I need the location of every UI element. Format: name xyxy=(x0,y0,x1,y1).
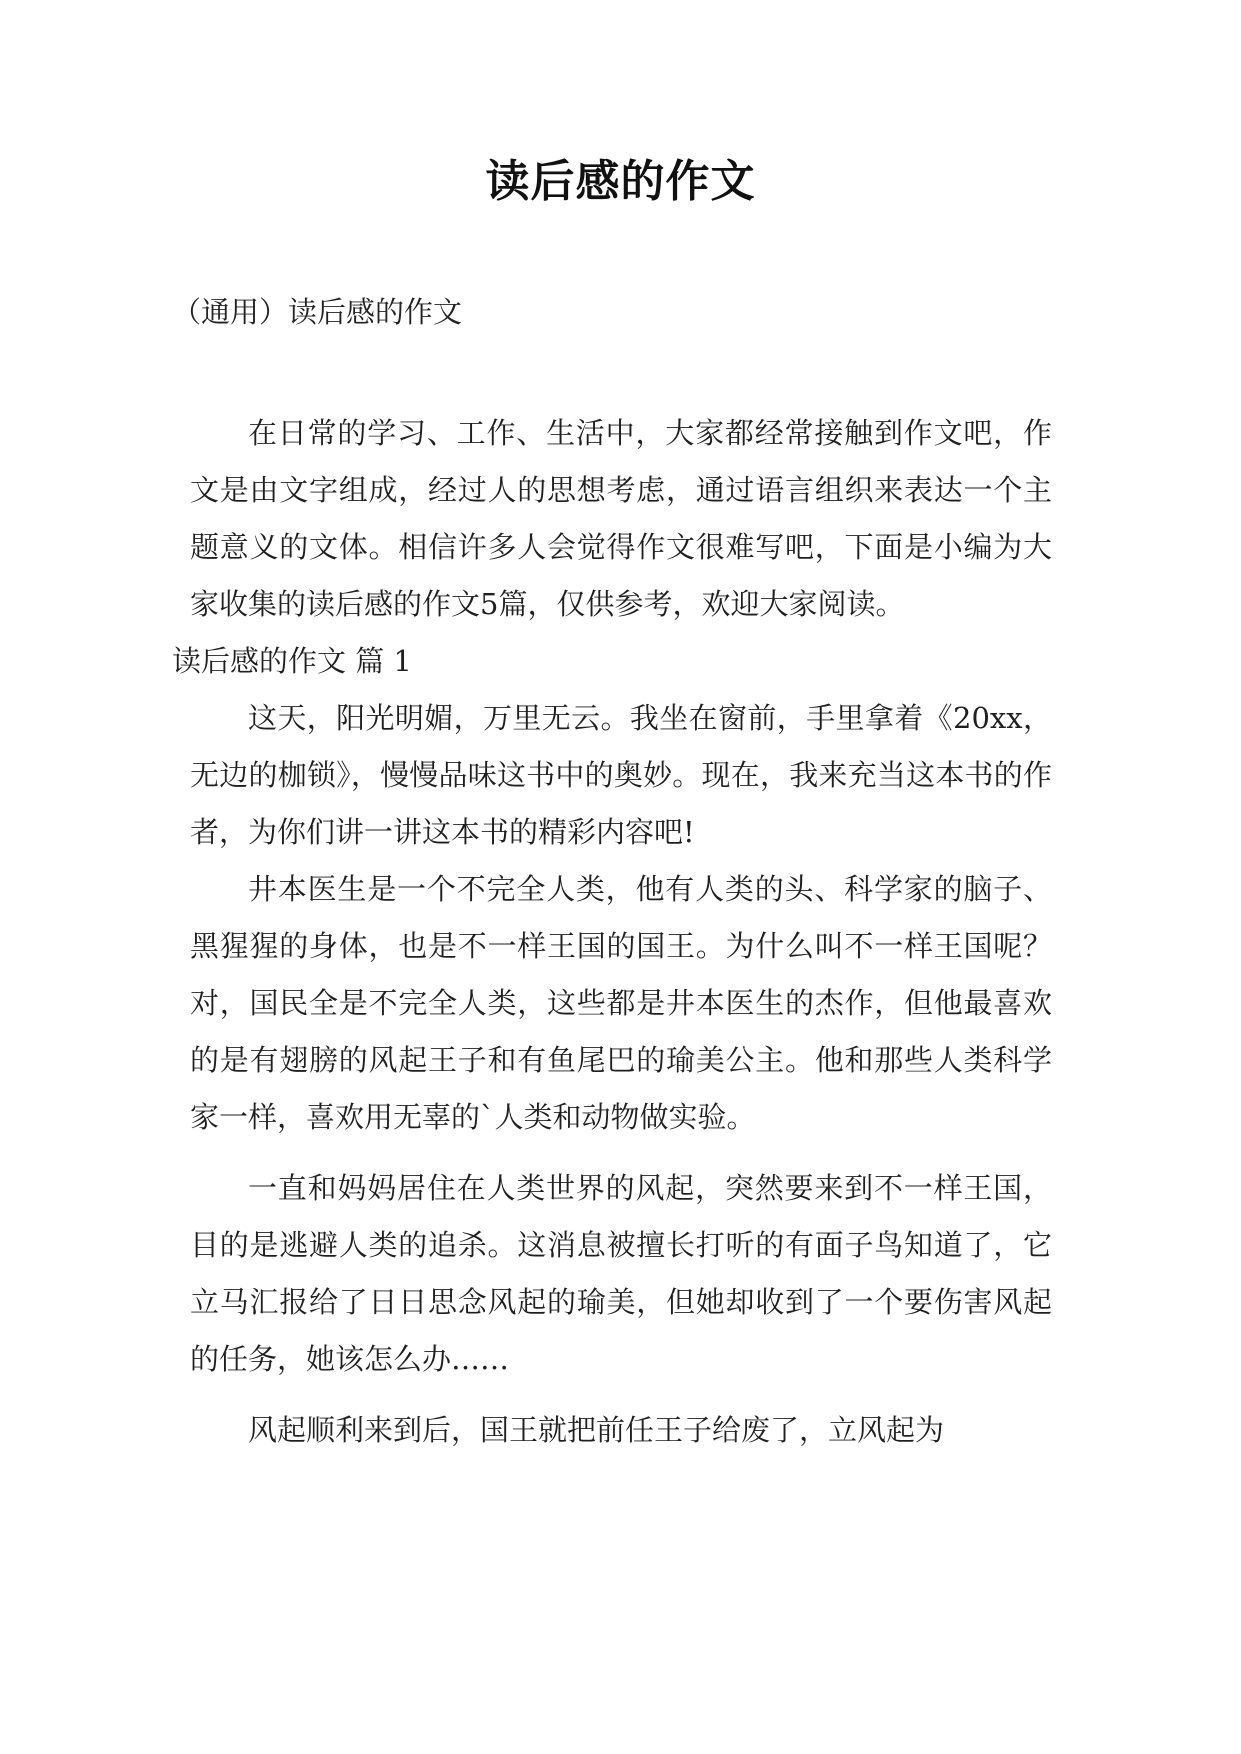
body-paragraph: 风起顺利来到后，国王就把前任王子给废了，立风起为 xyxy=(248,1413,945,1447)
document-body xyxy=(172,405,1052,1459)
section-heading: 读后感的作文 篇 1 xyxy=(172,644,412,678)
document-title: 读后感的作文 xyxy=(485,156,756,207)
intro-paragraph: 在日常的学习、工作、生活中，大家都经常接触到作文吧，作文是由文字组成，经过人的思想考虑，通过语言组织来表达一个主题意义的文体。相信许多人会觉得作文很难写吧，下面是小编为大家收集的读后感的作文5篇，仅供参考，欢迎大家阅读。 xyxy=(190,416,1052,621)
body-paragraph: 这天，阳光明媚，万里无云。我坐在窗前，手里拿着《20xx，无边的枷锁》，慢慢品味这书中的奥妙。现在，我来充当这本书的作者，为你们讲一讲这本书的精彩内容吧! xyxy=(190,701,1052,849)
document-subtitle: （通用）读后感的作文 xyxy=(172,295,463,329)
body-paragraph: 一直和妈妈居住在人类世界的风起，突然要来到不一样王国，目的是逃避人类的追杀。这消息被擅长打听的有面子鸟知道了，它立马汇报给了日日思念风起的瑜美，但她却收到了一个要伤害风起的任务，她该怎么办…… xyxy=(190,1171,1052,1376)
body-paragraph: 井本医生是一个不完全人类，他有人类的头、科学家的脑子、黑猩猩的身体，也是不一样王国的国王。为什么叫不一样王国呢？对，国民全是不完全人类，这些都是井本医生的杰作，但他最喜欢的是有翅膀的风起王子和有鱼尾巴的瑜美公主。他和那些人类科学家一样，喜欢用无辜的`人类和动物做实验。 xyxy=(190,872,1052,1134)
